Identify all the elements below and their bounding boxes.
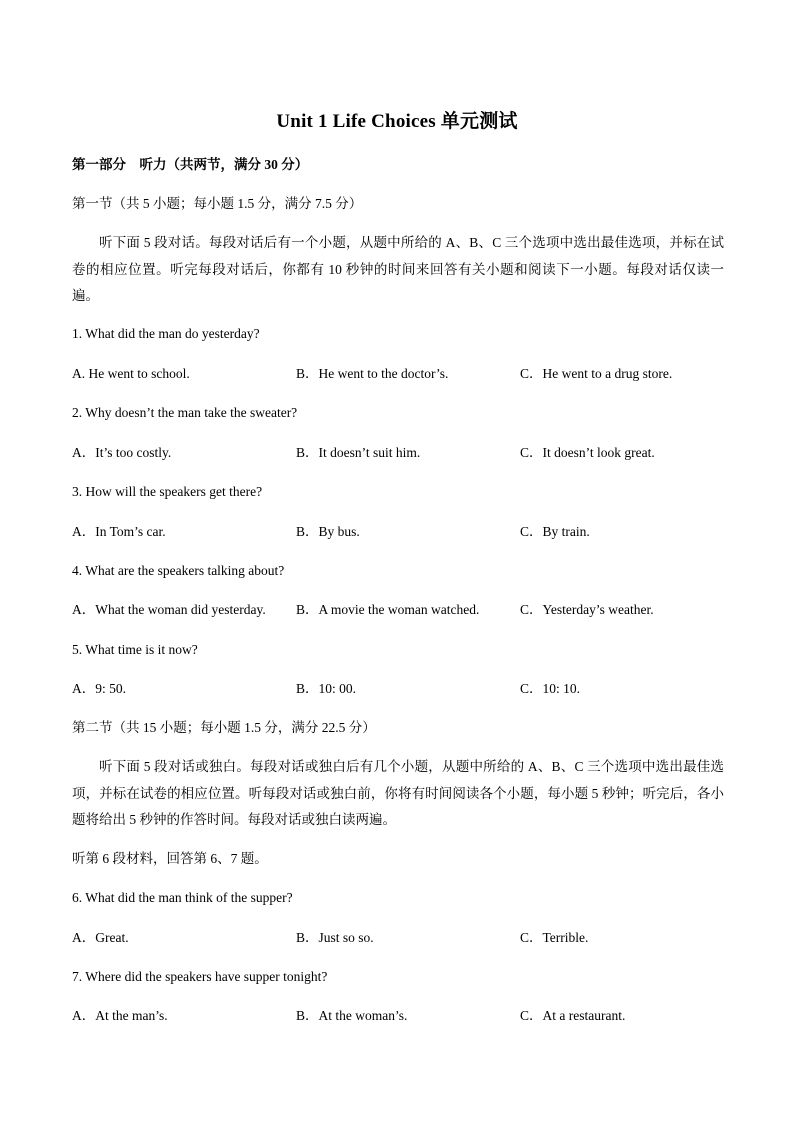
q1-option-b: B．He went to the doctor’s. [296, 366, 449, 381]
part1-heading: 第一部分 听力（共两节，满分 30 分） [72, 157, 309, 172]
q6-option-c: C．Terrible. [520, 930, 589, 945]
q4-option-c: C．Yesterday’s weather. [520, 602, 654, 617]
q7-option-b: B．At the woman’s. [296, 1008, 408, 1023]
q3-option-c: C．By train. [520, 524, 590, 539]
q7-option-a: A．At the man’s. [72, 1008, 168, 1023]
q3-option-a: A．In Tom’s car. [72, 524, 166, 539]
material-6-note: 听第 6 段材料，回答第 6、7 题。 [72, 851, 268, 866]
section2-heading: 第二节（共 15 小题；每小题 1.5 分，满分 22.5 分） [72, 720, 376, 735]
q1-option-c: C．He went to a drug store. [520, 366, 673, 381]
q7-option-c: C．At a restaurant. [520, 1008, 626, 1023]
question-6: 6. What did the man think of the supper? [72, 890, 293, 905]
q5-option-a: A．9: 50. [72, 681, 126, 696]
question-5: 5. What time is it now? [72, 642, 198, 657]
q6-option-a: A．Great. [72, 930, 129, 945]
question-1: 1. What did the man do yesterday? [72, 326, 260, 341]
q4-option-a: A．What the woman did yesterday. [72, 602, 266, 617]
question-2: 2. Why doesn’t the man take the sweater? [72, 405, 298, 420]
page-title: Unit 1 Life Choices 单元测试 [276, 111, 518, 132]
q1-option-a: A. He went to school. [72, 366, 190, 381]
q5-option-b: B．10: 00. [296, 681, 357, 696]
section1-instruction: 听下面 5 段对话。每段对话后有一个小题，从题中所给的 A、B、C 三个选项中选出最佳选项，并标在试卷的相应位置。听完每段对话后，你都有 10 秒钟的时间来回答有关小题和阅读下一小题。每段对话仅读一遍。 [72, 235, 724, 303]
section1-heading: 第一节（共 5 小题；每小题 1.5 分，满分 7.5 分） [72, 196, 363, 211]
question-3: 3. How will the speakers get there? [72, 484, 263, 499]
q2-option-c: C．It doesn’t look great. [520, 445, 655, 460]
question-4: 4. What are the speakers talking about? [72, 563, 285, 578]
question-7: 7. Where did the speakers have supper tonight? [72, 969, 328, 984]
q3-option-b: B．By bus. [296, 524, 360, 539]
q4-option-b: B．A movie the woman watched. [296, 602, 480, 617]
section2-instruction: 听下面 5 段对话或独白。每段对话或独白后有几个小题，从题中所给的 A、B、C 三个选项中选出最佳选项，并标在试卷的相应位置。听每段对话或独白前，你将有时间阅读各个小题，每小题 5 秒钟；听完后，各小题将给出 5 秒钟的作答时间。每段对话或独白读两遍。 [72, 759, 724, 827]
q2-option-b: B．It doesn’t suit him. [296, 445, 421, 460]
q2-option-a: A．It’s too costly. [72, 445, 172, 460]
q6-option-b: B．Just so so. [296, 930, 374, 945]
q5-option-c: C．10: 10. [520, 681, 581, 696]
